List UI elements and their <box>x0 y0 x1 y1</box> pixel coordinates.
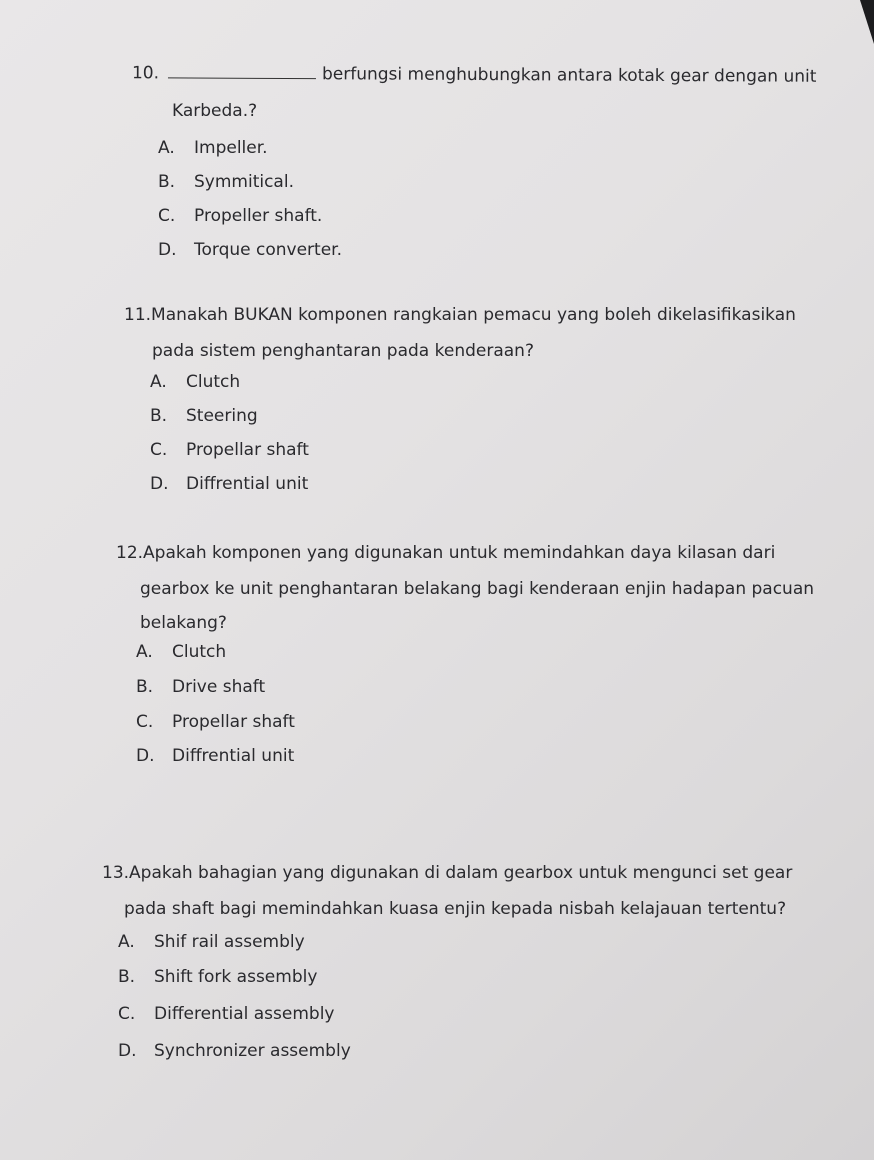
option-text: Propellar shaft <box>186 440 309 460</box>
answer-blank[interactable] <box>168 63 316 79</box>
option-letter: A. <box>158 138 175 158</box>
option-letter: B. <box>158 172 176 192</box>
question-text: Apakah komponen yang digunakan untuk memindahkan daya kilasan dari <box>143 543 776 563</box>
option-letter: B. <box>136 677 154 697</box>
question-13-option-b[interactable] <box>118 967 317 987</box>
option-letter: D. <box>150 474 169 494</box>
question-12-option-a[interactable] <box>136 642 226 662</box>
question-13-line-2 <box>124 892 786 926</box>
question-11-line-2 <box>152 334 534 368</box>
question-11-option-d[interactable] <box>150 474 308 494</box>
option-letter: C. <box>118 1004 136 1024</box>
question-number: 12. <box>116 543 144 563</box>
question-11-option-a[interactable] <box>150 372 240 392</box>
option-text: Symmitical. <box>194 172 294 192</box>
question-11 <box>124 298 796 332</box>
option-text: Shift fork assembly <box>154 967 318 987</box>
question-12-option-d[interactable] <box>136 746 294 766</box>
question-11-option-c[interactable] <box>150 440 309 460</box>
question-11-option-b[interactable] <box>150 406 258 426</box>
question-12-line-2 <box>140 572 814 606</box>
question-12-line-1 <box>116 536 775 570</box>
question-number: 11. <box>124 305 152 325</box>
question-10-line-1 <box>132 56 817 94</box>
question-number: 10. <box>131 63 160 84</box>
option-letter: C. <box>150 440 168 460</box>
question-13-option-a[interactable] <box>118 932 305 952</box>
option-text: Clutch <box>172 642 227 662</box>
option-letter: A. <box>150 372 167 392</box>
question-text: Apakah bahagian yang digunakan di dalam gearbox untuk mengunci set gear <box>129 863 793 883</box>
option-letter: D. <box>136 746 155 766</box>
question-10-option-c[interactable] <box>158 206 322 226</box>
option-letter: B. <box>150 406 168 426</box>
question-12 <box>116 536 775 570</box>
question-text: gearbox ke unit penghantaran belakang bagi kenderaan enjin hadapan pacuan <box>140 579 815 599</box>
question-10-line-2 <box>172 94 257 128</box>
question-12-option-c[interactable] <box>136 712 295 732</box>
option-text: Differential assembly <box>154 1004 335 1024</box>
question-10 <box>132 56 817 94</box>
option-text: Propellar shaft <box>172 712 295 732</box>
option-text: Torque converter. <box>194 240 343 260</box>
page-shadow-corner <box>860 0 874 44</box>
question-text: pada shaft bagi memindahkan kuasa enjin kepada nisbah kelajauan tertentu? <box>124 899 787 919</box>
option-letter: C. <box>136 712 154 732</box>
question-text: Manakah BUKAN komponen rangkaian pemacu yang boleh dikelasifikasikan <box>151 305 796 325</box>
question-13-option-d[interactable] <box>118 1041 351 1061</box>
question-text: berfungsi menghubungkan antara kotak gear dengan unit <box>321 64 817 87</box>
question-10-option-d[interactable] <box>158 240 342 260</box>
option-text: Propeller shaft. <box>194 206 323 226</box>
option-text: Clutch <box>186 372 241 392</box>
question-text: belakang? <box>140 613 227 633</box>
option-letter: B. <box>118 967 136 987</box>
question-10-option-a[interactable] <box>158 138 268 158</box>
question-13-option-c[interactable] <box>118 1004 335 1024</box>
option-letter: C. <box>158 206 176 226</box>
option-text: Impeller. <box>194 138 268 158</box>
question-12-option-b[interactable] <box>136 677 265 697</box>
question-text: pada sistem penghantaran pada kenderaan? <box>152 341 534 361</box>
question-11-line-1 <box>124 298 796 332</box>
option-text: Synchronizer assembly <box>154 1041 351 1061</box>
question-12-line-3 <box>140 606 227 640</box>
option-text: Shif rail assembly <box>154 932 305 952</box>
question-13-line-1 <box>102 856 792 890</box>
question-text: Karbeda.? <box>172 101 258 121</box>
option-text: Diffrential unit <box>186 474 309 494</box>
option-letter: A. <box>118 932 135 952</box>
option-letter: D. <box>118 1041 137 1061</box>
option-text: Diffrential unit <box>172 746 295 766</box>
option-text: Steering <box>186 406 258 426</box>
question-13 <box>102 856 792 890</box>
question-10-option-b[interactable] <box>158 172 294 192</box>
question-number: 13. <box>102 863 130 883</box>
option-text: Drive shaft <box>172 677 266 697</box>
option-letter: D. <box>158 240 177 260</box>
option-letter: A. <box>136 642 153 662</box>
